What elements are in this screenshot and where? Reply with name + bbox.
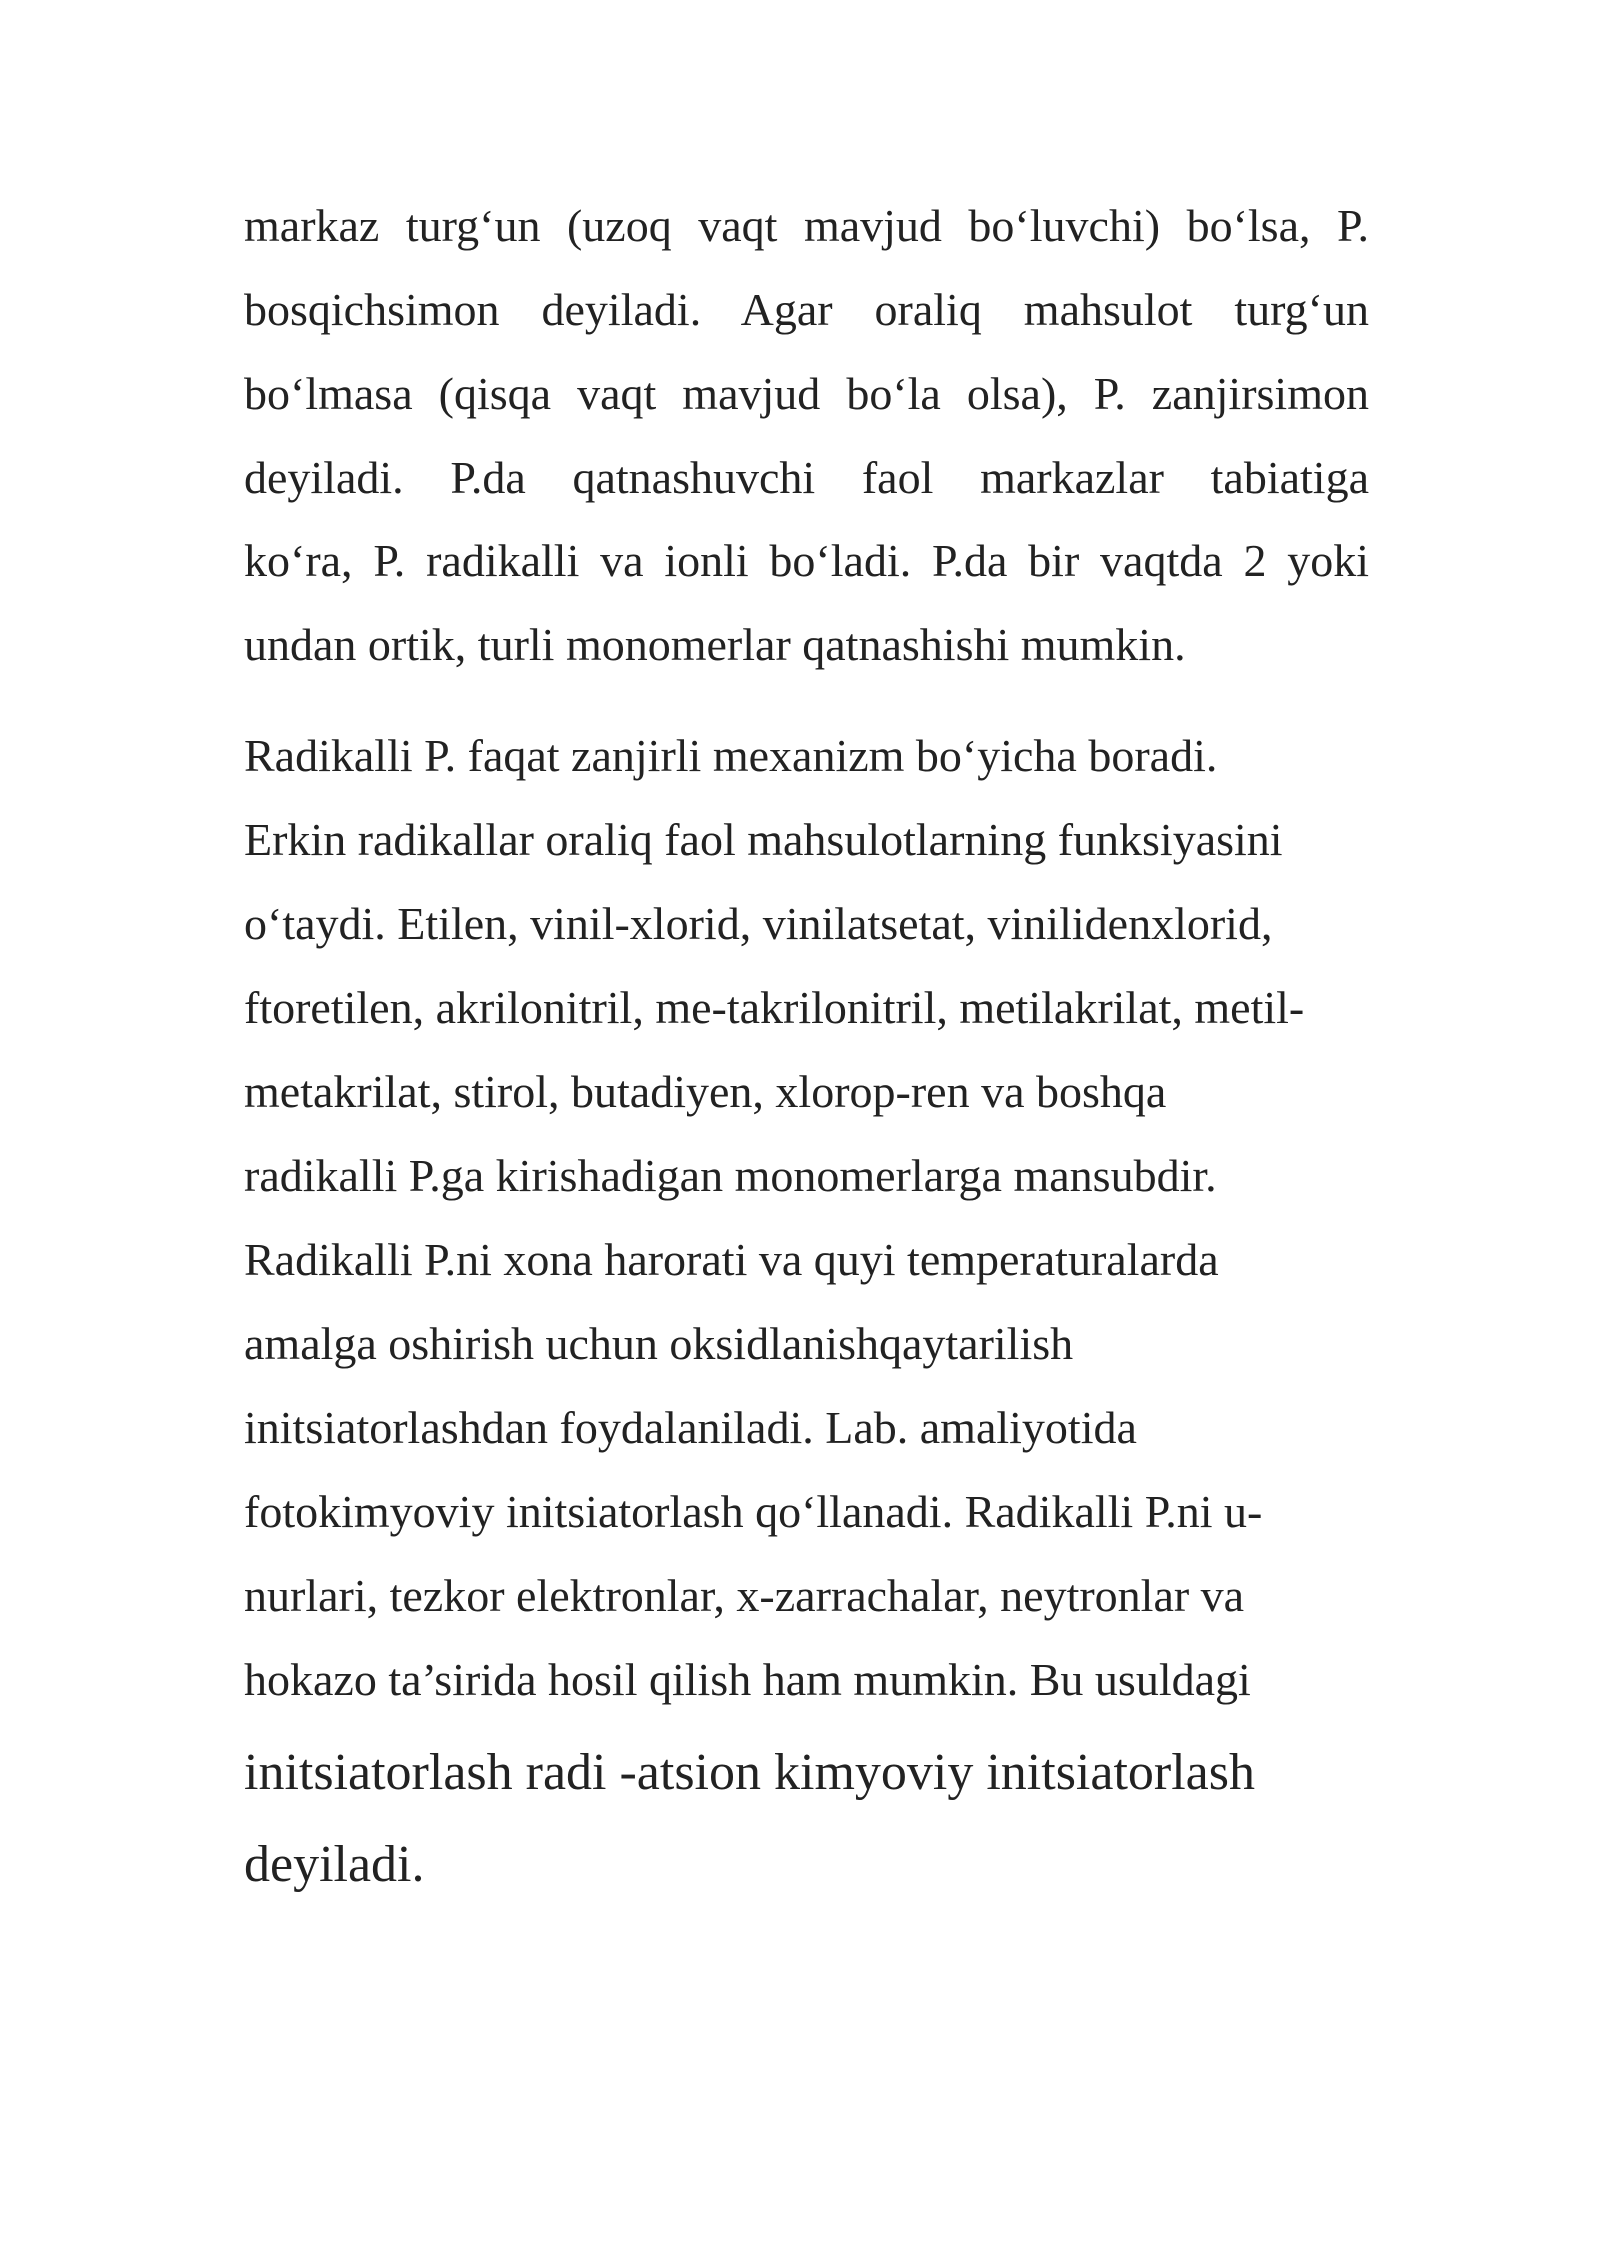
text-line: undan ortik, turli monomerlar qatnashishi mumkin.: [244, 619, 1186, 670]
text-line: radikalli P.ga kirishadigan monomerlarga mansubdir.: [244, 1150, 1217, 1201]
text-line: deyiladi. P.da qatnashuvchi faol markazlar tabiatiga: [244, 452, 1369, 503]
text-line: Radikalli P. faqat zanjirli mexanizm bo‘yicha boradi.: [244, 730, 1218, 781]
text-line: initsiatorlashdan foydalaniladi. Lab. amaliyotida: [244, 1402, 1137, 1453]
text-line: ko‘ra, P. radikalli va ionli bo‘ladi. P.da bir vaqtda 2 yoki: [244, 535, 1369, 586]
text-line: bosqichsimon deyiladi. Agar oraliq mahsulot turg‘un: [244, 284, 1369, 335]
text-line: Radikalli P.ni xona harorati va quyi temperaturalarda: [244, 1234, 1219, 1285]
text-line: amalga oshirish uchun oksidlanishqaytarilish: [244, 1318, 1074, 1369]
text-line: initsiatorlash radi -atsion kimyoviy initsiatorlash: [244, 1744, 1255, 1801]
text-line: hokazo ta’sirida hosil qilish ham mumkin. Bu usuldagi: [244, 1654, 1251, 1705]
text-line: markaz turg‘un (uzoq vaqt mavjud bo‘luvchi) bo‘lsa, P.: [244, 200, 1369, 251]
text-line: nurlari, tezkor elektronlar, x-zarrachalar, neytronlar va: [244, 1570, 1245, 1621]
text-line: Erkin radikallar oraliq faol mahsulotlarning funksiyasini: [244, 814, 1283, 865]
text-line: metakrilat, stirol, butadiyen, xlorop-ren va boshqa: [244, 1066, 1167, 1117]
text-line: ftoretilen, akrilonitril, me-takrilonitril, metilakrilat, metil-: [244, 982, 1305, 1033]
text-line: deyiladi.: [244, 1836, 425, 1893]
text-line: fotokimyoviy initsiatorlash qo‘llanadi. Radikalli P.ni u-: [244, 1486, 1263, 1537]
text-line: o‘taydi. Etilen, vinil-xlorid, vinilatsetat, vinilidenxlorid,: [244, 898, 1273, 949]
text-line: bo‘lmasa (qisqa vaqt mavjud bo‘la olsa), P. zanjirsimon: [244, 368, 1369, 419]
